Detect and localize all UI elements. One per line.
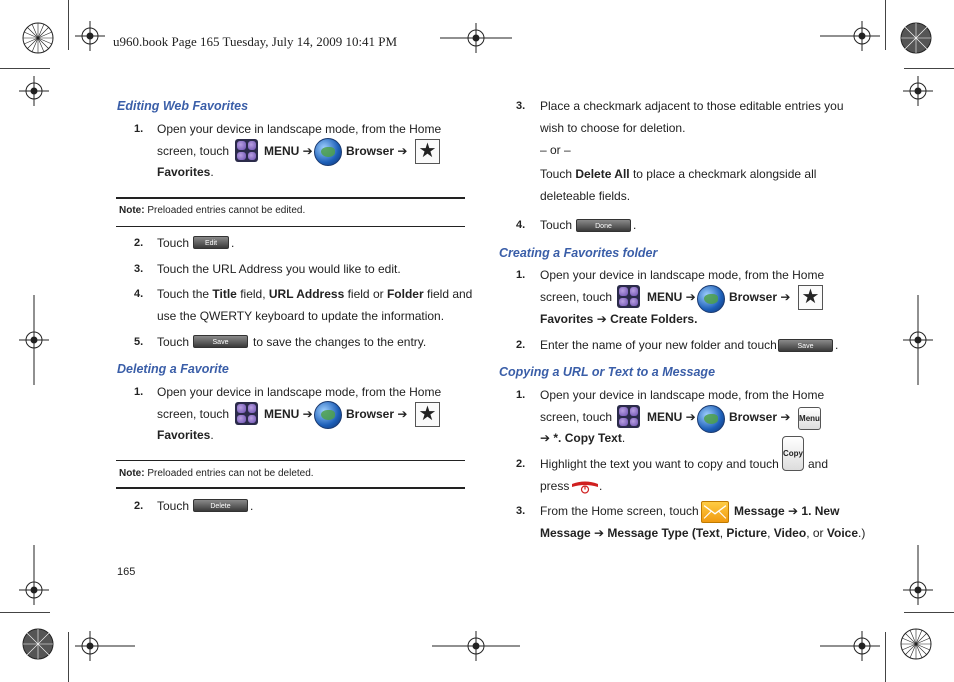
menu-key-icon: Menu <box>798 407 821 430</box>
step-text: Favorites. <box>157 165 214 179</box>
favorites-star-icon: ★ <box>415 402 440 427</box>
menu-label: MENU ➔ <box>264 407 313 421</box>
step-number: 3. <box>134 263 144 275</box>
page-header: u960.book Page 165 Tuesday, July 14, 2009 10:41 PM <box>113 34 398 49</box>
menu-icon <box>235 139 258 162</box>
crosshair-mark <box>19 295 49 385</box>
step-text: Favorites ➔ Create Folders. <box>540 312 698 326</box>
step-text: screen, touch <box>540 410 613 424</box>
browser-globe-icon <box>697 405 725 433</box>
end-key-icon <box>571 480 599 494</box>
message-envelope-icon <box>701 501 729 523</box>
step-number: 1. <box>516 269 526 281</box>
period: . <box>231 236 235 250</box>
crosshair-mark <box>820 21 880 51</box>
browser-label: Browser ➔ <box>729 290 791 304</box>
menu-icon <box>235 402 258 425</box>
crosshair-mark <box>19 76 49 106</box>
step-text: From the Home screen, touch <box>540 504 699 518</box>
page-number: 165 <box>117 566 136 578</box>
browser-globe-icon <box>314 138 342 166</box>
step-text: to save the changes to the entry. <box>253 335 427 349</box>
favorites-star-icon: ★ <box>798 285 823 310</box>
step-number: 5. <box>134 336 144 348</box>
step-text: ➔ *. Copy Text. <box>540 431 626 445</box>
step-text: deleteable fields. <box>540 189 631 203</box>
step-number: 3. <box>516 100 526 112</box>
done-button[interactable]: Done <box>576 219 631 232</box>
step-text: Place a checkmark adjacent to those editable entries you <box>540 99 844 113</box>
period: . <box>633 218 637 232</box>
edit-button[interactable]: Edit <box>193 236 229 249</box>
step-text: Favorites. <box>157 428 214 442</box>
step-number: 3. <box>516 505 526 517</box>
step-number: 1. <box>134 123 144 135</box>
step-number: 4. <box>134 288 144 300</box>
rosette-mark <box>901 629 931 659</box>
step-text: and <box>808 457 829 471</box>
step-text: Enter the name of your new folder and touch <box>540 338 777 352</box>
crosshair-mark <box>432 631 520 661</box>
step-text: Touch <box>157 335 190 349</box>
note: Note: Preloaded entries cannot be edited. <box>119 205 306 216</box>
step-text: Touch the Title field, URL Address field or Folder field and <box>157 287 473 301</box>
browser-label: Browser ➔ <box>729 410 791 424</box>
crosshair-mark <box>440 23 512 53</box>
section-title-deleting-a-favorite: Deleting a Favorite <box>117 362 229 376</box>
period: . <box>599 479 603 493</box>
crosshair-mark <box>903 545 933 605</box>
menu-icon <box>617 285 640 308</box>
rosette-mark <box>23 629 53 659</box>
crosshair-mark <box>903 76 933 106</box>
step-number: 2. <box>134 500 144 512</box>
browser-globe-icon <box>314 401 342 429</box>
step-text: wish to choose for deletion. <box>540 121 686 135</box>
step-text: Touch Delete All to place a checkmark alongside all <box>540 167 817 181</box>
step-text: – or – <box>540 143 571 157</box>
menu-icon <box>617 405 640 428</box>
section-title-editing-web-favorites: Editing Web Favorites <box>117 99 249 113</box>
crosshair-mark <box>75 21 105 51</box>
browser-label: Browser ➔ <box>346 407 408 421</box>
note-rule <box>116 460 465 461</box>
save-button[interactable]: Save <box>778 339 833 352</box>
copy-key-icon: Copy <box>782 436 804 471</box>
step-number: 4. <box>516 219 526 231</box>
step-text: screen, touch <box>157 144 230 158</box>
favorites-star-icon: ★ <box>415 139 440 164</box>
save-button[interactable]: Save <box>193 335 248 348</box>
step-text: Touch <box>157 499 190 513</box>
step-text: Message ➔ 1. New <box>734 504 840 518</box>
crosshair-mark <box>820 631 880 661</box>
crosshair-mark <box>903 295 933 385</box>
step-text: Open your device in landscape mode, from the Home <box>157 385 442 399</box>
step-text: Highlight the text you want to copy and touch <box>540 457 779 471</box>
period: . <box>835 338 839 352</box>
step-number: 2. <box>516 458 526 470</box>
step-text: screen, touch <box>540 290 613 304</box>
section-title-creating-a-favorites-folder: Creating a Favorites folder <box>499 246 658 260</box>
section-title-copying-a-url: Copying a URL or Text to a Message <box>499 365 716 379</box>
step-number: 1. <box>516 389 526 401</box>
step-text: use the QWERTY keyboard to update the information. <box>157 309 445 323</box>
step-text: Open your device in landscape mode, from the Home <box>540 268 825 282</box>
note-rule <box>116 226 465 227</box>
step-text: Open your device in landscape mode, from the Home <box>157 122 442 136</box>
period: . <box>250 499 254 513</box>
menu-label: MENU ➔ <box>647 290 696 304</box>
rosette-mark <box>23 23 53 53</box>
step-text: screen, touch <box>157 407 230 421</box>
browser-globe-icon <box>697 285 725 313</box>
step-text: Touch the URL Address you would like to edit. <box>157 262 401 276</box>
delete-button[interactable]: Delete <box>193 499 248 512</box>
menu-label: MENU ➔ <box>264 144 313 158</box>
step-number: 2. <box>134 237 144 249</box>
note: Note: Preloaded entries can not be deleted. <box>119 468 314 479</box>
step-text: Touch <box>540 218 573 232</box>
step-number: 2. <box>516 339 526 351</box>
note-rule <box>116 487 465 489</box>
rosette-mark <box>901 23 931 53</box>
step-text: press <box>540 479 570 493</box>
step-number: 1. <box>134 386 144 398</box>
step-text: Message ➔ Message Type (Text, Picture, Video, or Voice.) <box>540 526 866 540</box>
step-text: Open your device in landscape mode, from the Home <box>540 388 825 402</box>
step-text: Touch <box>157 236 190 250</box>
crosshair-mark <box>75 631 135 661</box>
menu-label: MENU ➔ <box>647 410 696 424</box>
browser-label: Browser ➔ <box>346 144 408 158</box>
crosshair-mark <box>19 545 49 605</box>
note-rule <box>116 197 465 199</box>
